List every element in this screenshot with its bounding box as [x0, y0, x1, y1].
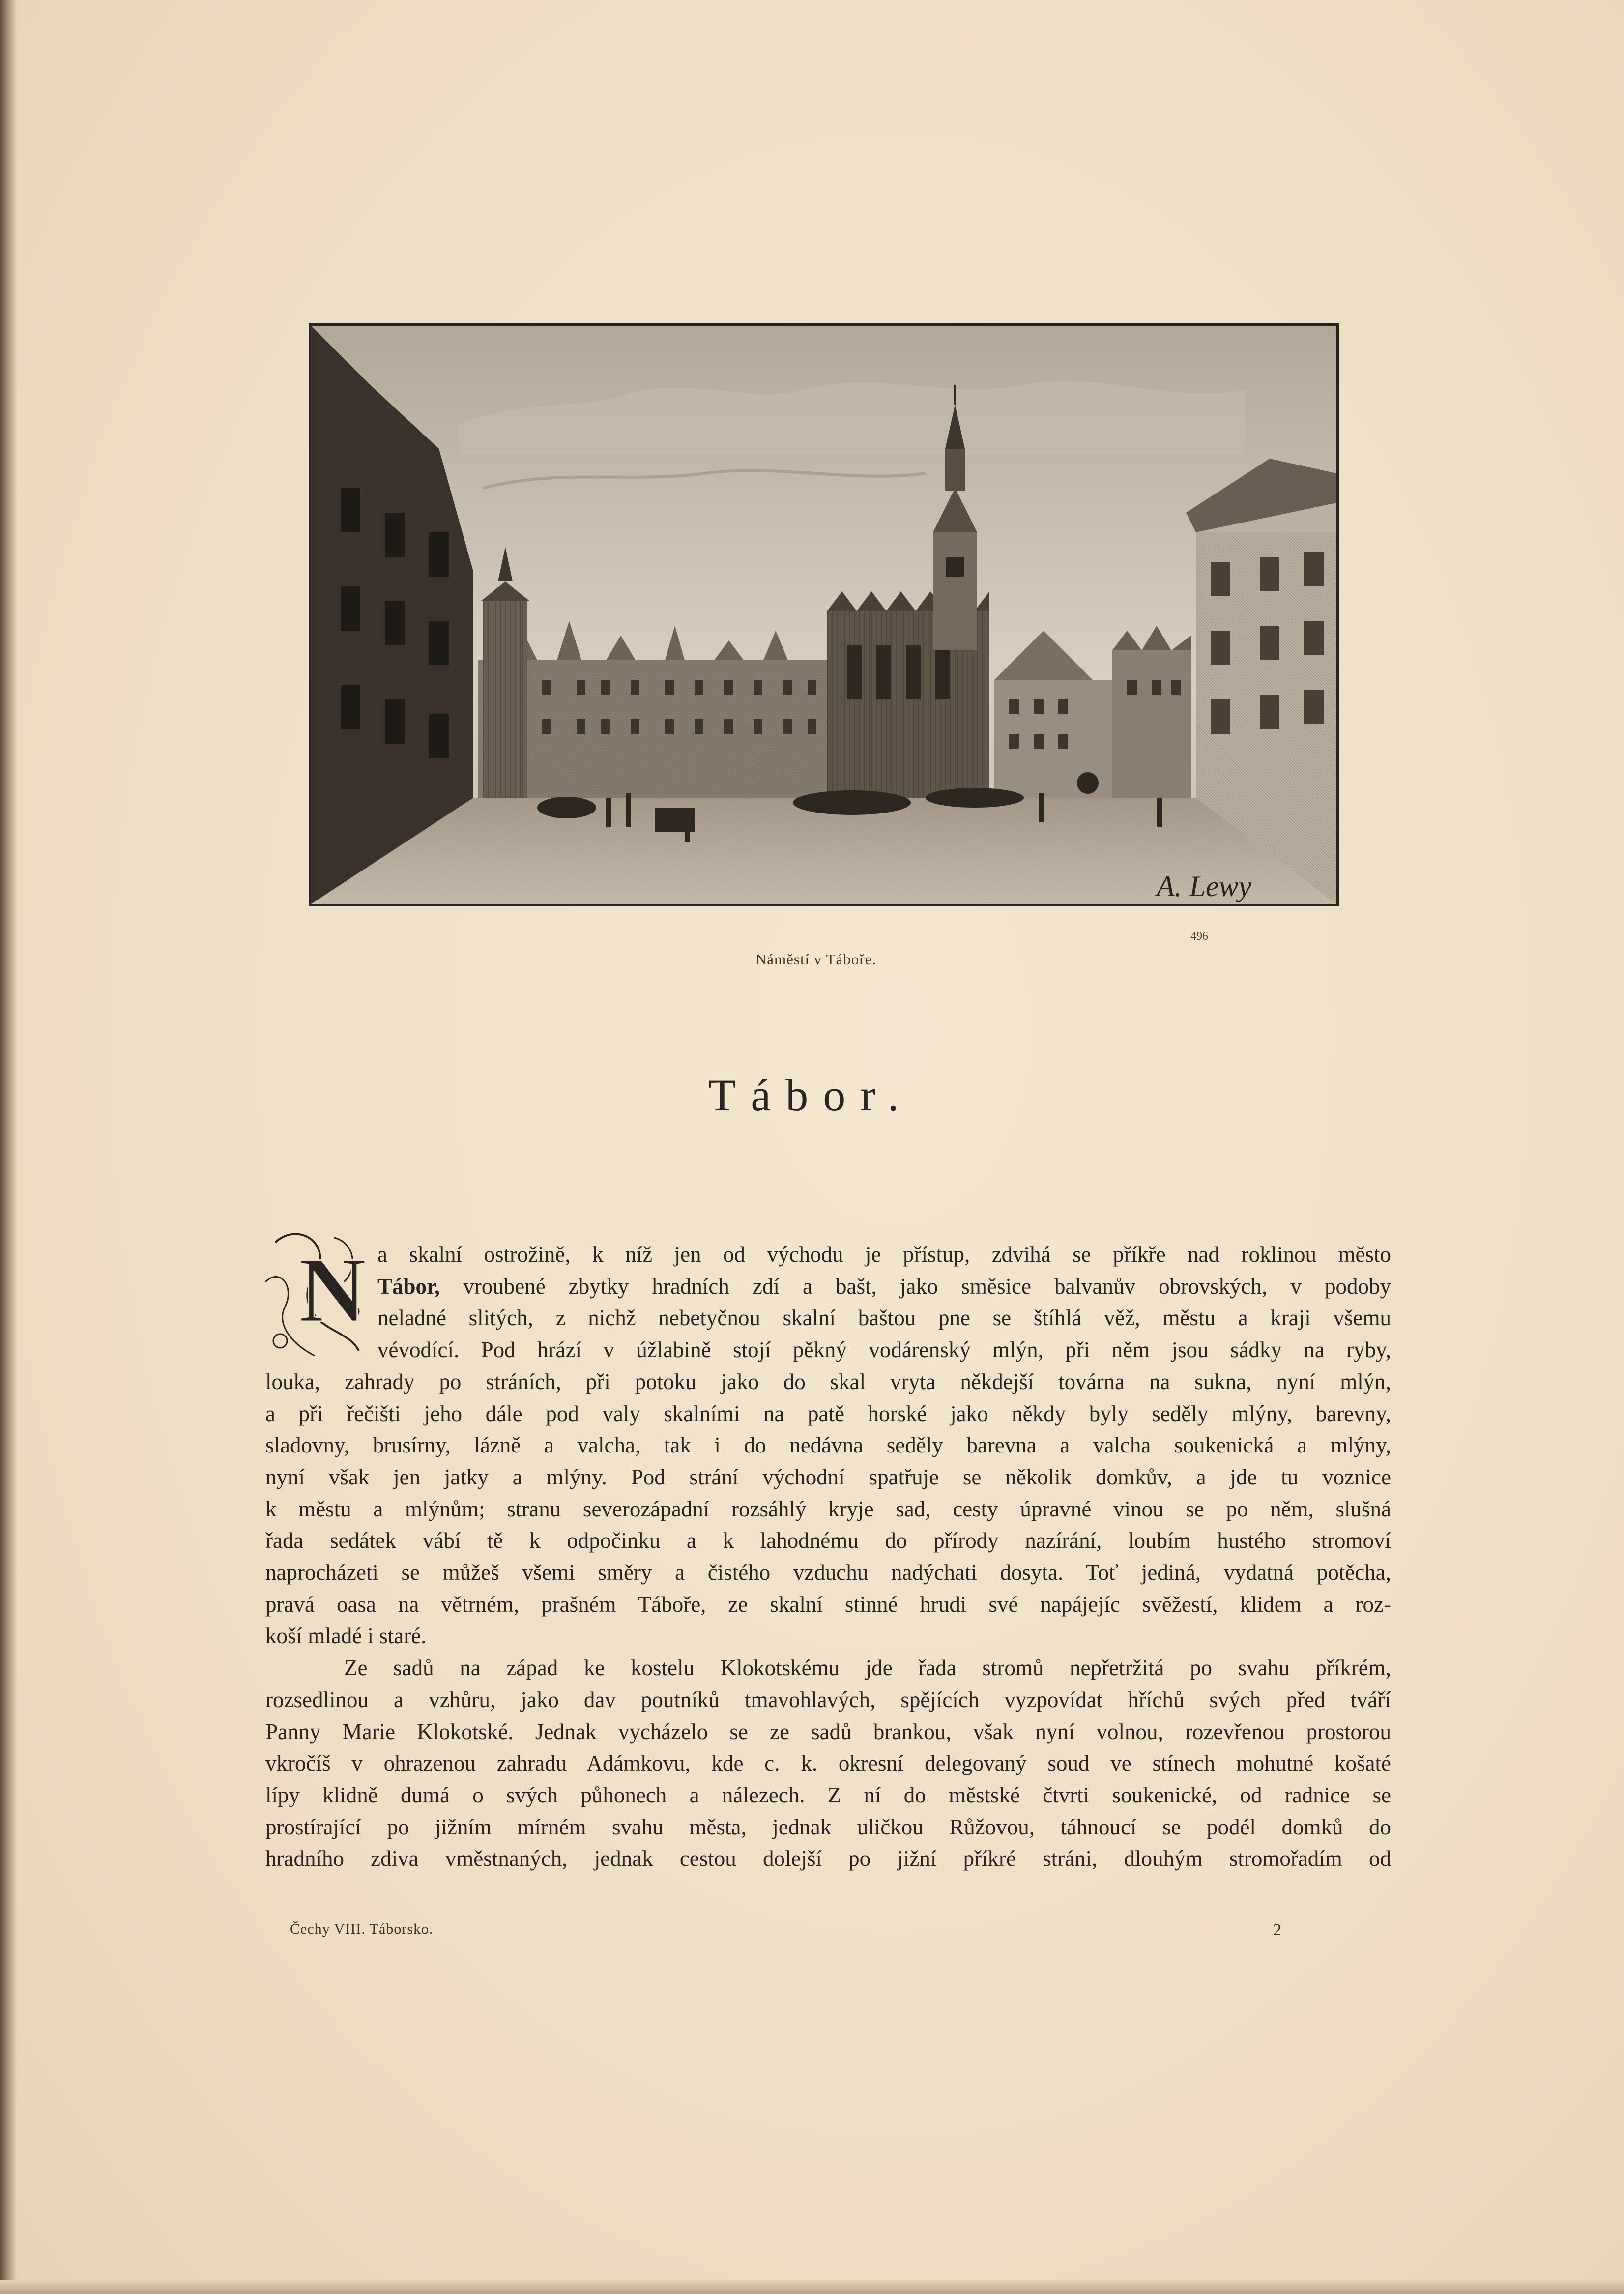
paragraph-2: [265, 1652, 1391, 1875]
text-line: řada sedátek vábí tě k odpočinku a k lahodnému do přírody nazírání, loubím hustého stromoví: [265, 1528, 1391, 1553]
text-line: hradního zdiva vměstnaných, jednak cestou dolejší po jižní příkré stráni, dlouhým stromořadím od: [265, 1846, 1391, 1871]
text-line: neladné slitých, z nichž nebetyčnou skalní baštou pne se štíhlá věž, městu a kraji všemu: [377, 1306, 1391, 1331]
text-line: a při řečišti jeho dále pod valy skalními na patě horské jako někdy byly seděly mlýny, barevny,: [265, 1401, 1391, 1426]
page-bottom-edge: [0, 2280, 1624, 2294]
binding-edge: [0, 0, 17, 2294]
artist-signature: A. Lewy: [1157, 870, 1252, 902]
footer-signature: Čechy VIII. Táborsko.: [290, 1921, 434, 1937]
text-line: lípy klidně dumá o svých půhonech a nálezech. Z ní do městské čtvrti soukenické, od radnice se: [265, 1782, 1391, 1807]
text-line: naprocházeti se můžeš všemi směry a čistého vzduchu nadýchati dosyta. Toť jediná, vydatná potěcha,: [265, 1560, 1391, 1585]
text-line: louka, zahrady po stráních, při potoku jako do skal vryta někdejší továrna na sukna, nyní mlýn,: [265, 1369, 1391, 1394]
text-line: vkročíš v ohrazenou zahradu Adámkovu, kde c. k. okresní delegovaný soud ve stínech mohutné košaté: [265, 1751, 1391, 1776]
article-title: Tábor.: [708, 1070, 914, 1120]
text-line: prostírající po jižním mírném svahu města, jednak uličkou Růžovou, táhnoucí se podél domků do: [265, 1814, 1391, 1839]
signature-mark: 2: [1273, 1921, 1281, 1939]
text-line: a skalní ostrožině, k níž jen od východu je přístup, zdvihá se příkře nad roklinou město: [377, 1242, 1391, 1267]
text-line: Panny Marie Klokotské. Jednak vycházelo se ze sadů brankou, však nyní volnou, rozevřenou prostorou: [265, 1719, 1391, 1744]
paragraph-1: [265, 1239, 1391, 1652]
text-line: rozsedlinou a vzhůru, jako dav poutníků tmavohlavých, spějících vyzpovídat hříchů svých před tváří: [265, 1687, 1391, 1712]
text-line: Tábor, vroubené zbytky hradních zdí a bašt, jako směsice balvanův obrovských, v podoby: [377, 1274, 1391, 1299]
text-line: k městu a mlýnům; stranu severozápadní rozsáhlý kryje sad, cesty úpravné vinou se po něm, slušná: [265, 1496, 1391, 1521]
engraving-illustration: [309, 323, 1339, 906]
text-line: vévodící. Pod hrází v úžlabině stojí pěkný vodárenský mlýn, při něm jsou sádky na ryby,: [377, 1337, 1391, 1363]
article-body: [265, 1239, 1391, 1875]
illustration-caption: Náměstí v Táboře.: [755, 951, 877, 968]
text-line: pravá oasa na větrném, prašném Táboře, ze skalní stinné hrudi své napájejíc svěžestí, klidem a roz-: [265, 1592, 1391, 1617]
plate-number: 496: [1190, 930, 1208, 943]
text-line: Ze sadů na západ ke kostelu Klokotskému jde řada stromů nepřetržitá po svahu příkrém,: [344, 1655, 1391, 1681]
text-line: sladovny, brusírny, lázně a valcha, tak i do nedávna seděly barevna a valcha soukenická a mlýny,: [265, 1433, 1391, 1458]
text-line: nyní však jen jatky a mlýny. Pod strání východní spatřuje se několik domkův, a jde tu voznice: [265, 1464, 1391, 1489]
dropcap-letter: N: [299, 1239, 367, 1342]
city-name: Tábor,: [377, 1274, 440, 1299]
text-line: koší mladé i staré.: [265, 1624, 427, 1649]
